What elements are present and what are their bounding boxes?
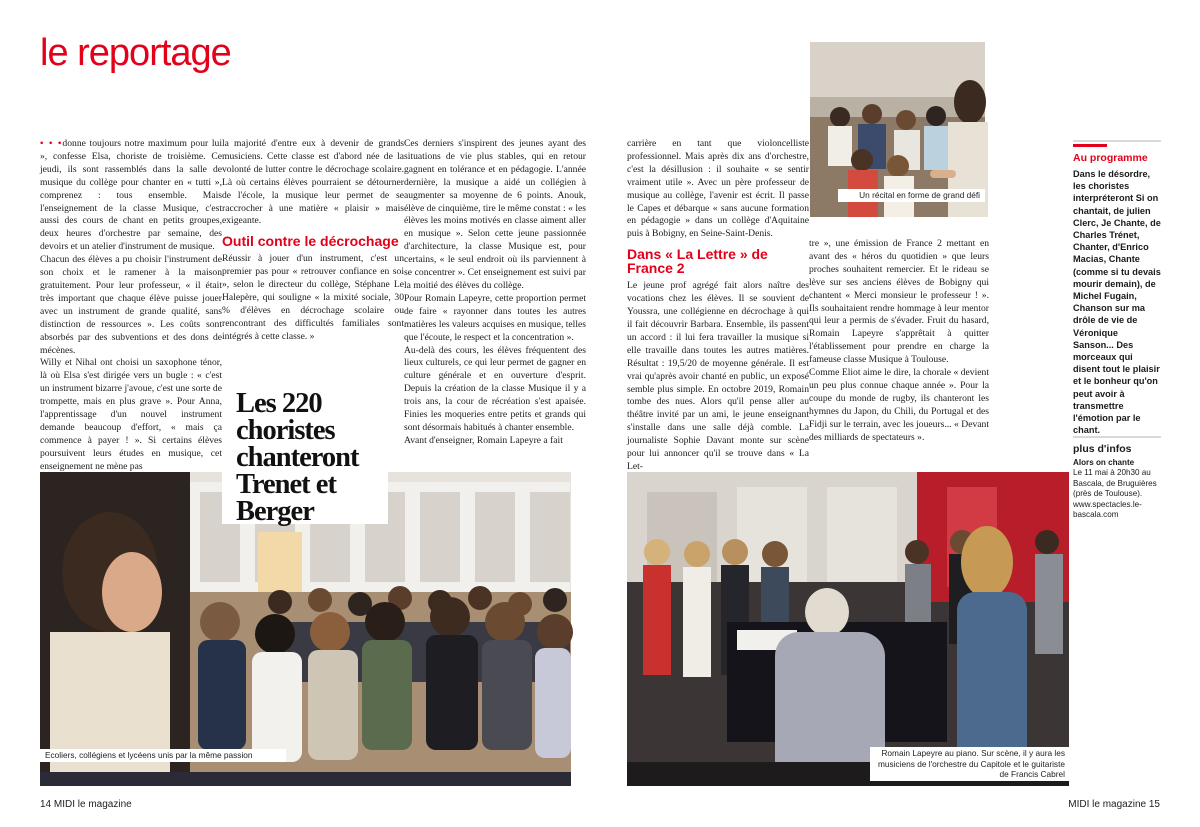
page-number-left: 14 MIDI le magazine	[40, 799, 132, 810]
divider	[1073, 140, 1161, 142]
sidebar-title: Au programme	[1073, 152, 1148, 164]
sidebar-program	[1073, 140, 1161, 436]
paragraph: Au-delà des cours, les élèves fréquentent des lieux culturels, ce qui leur permet de gagner en culture générale et en ouverture d'esprit. Depuis la création de la classe Musique il y a trois ans, la cour de récréation s'est apaisée. Finies les moqueries entre petits et grands qui sont désormais habitués à chanter ensemble.	[404, 344, 586, 433]
photo-caption: Un récital en forme de grand défi	[838, 189, 985, 202]
paragraph: Le jeune prof agrégé fait alors naître des vocations chez les élèves. Il se souvient de Youssra, une collégienne en décrochage à qui il fait découvrir Barbara. Ensemble, ils passent un accord : il lui fera travailler la musique si elle travaille dans toutes les autres matières. Résultat : 19,5/20 de moyenne générale. Il est vrai qu'après avoir chanté en public, un exposé semble plus simple. En octobre 2019, Romain tombe des nues. Alors qu'il pense aller au théâtre invité par un ami, le jeune enseignant s'installe dans une salle déjà comble. La journaliste Sophie Davant monte sur scène pour lui annoncer qu'il se trouve dans « La Let-	[627, 280, 809, 472]
sidebar-infos	[1073, 436, 1161, 520]
headline-box	[222, 384, 388, 527]
paragraph: carrière en tant que violoncelliste professionnel. Mais après dix ans d'orchestre, c'est la désillusion : il souhaite « se sentir vraiment utile ». Avec un père professeur de musique au collège, l'avenir est écrit. Il passe le Capes et débarque « sans aucune formation en pédagogie » dans un collège d'Aquitaine puis à Bobigny, en Seine-Saint-Denis.	[627, 138, 809, 240]
accent-bar	[1073, 144, 1107, 147]
page-number-right: MIDI le magazine 15	[1068, 799, 1160, 810]
info-text: Le 11 mai à 20h30 au Bascala, de Bruguières (près de Toulouse). www.spectacles.le-bascala.com	[1073, 468, 1157, 520]
sidebar-text: Dans le désordre, les choristes interpréteront Si on chantait, de julien Clerc, Je Chante, de Charles Trénet, Chanter, d'Enrico Macias, Chante (comme si tu devais mourir demain), de Michel Fugain, Chanson sur ma drôle de vie de Véronique Sanson... Des morceaux qui disent tout le plaisir et le bonheur qu'on peut avoir à transmettre l'émotion par le chant.	[1073, 169, 1161, 436]
headline: Les 220 choristes chanteront Trenet et Berger	[236, 388, 359, 527]
paragraph-text: donne toujours notre maximum pour lui », confesse Elsa, choriste de troisième. Ce jeudi, ils sont rassemblés dans la salle de musique du collège pour chanter en « tutti », comprenez : tous ensemble. Mais l'enseignement de la classe Musique, c'est aussi des cours de chant en petits groupes, deux heures d'orchestre par semaine, des devoirs et un atelier d'instrument de musique.	[40, 138, 222, 253]
article-column-5	[809, 238, 989, 468]
paragraph: Chacun des élèves a pu choisir l'instrument de son choix et le ramener à la maison gratuitement. Pour leur professeur, « il était très important que chaque élève puisse jouer avec un instrument de grande qualité, sans distinction de ressources ». Les coûts sont absorbés par des subventions et des dons de mécènes.	[40, 254, 222, 356]
paragraph	[40, 138, 222, 254]
article-column-2	[222, 138, 404, 342]
subheading: Dans « La Lettre » de France 2	[627, 246, 768, 277]
paragraph: la majorité d'entre eux à devenir de grands musiciens. Cette classe est d'abord née de la volonté de lutter contre le décrochage scolaire. Là où certains élèves pourraient se détourner de l'école, la musique leur permet de se raccrocher à une matière « plaisir » mais exigeante.	[222, 138, 404, 227]
paragraph: Avant d'enseigner, Romain Lapeyre a fait	[404, 434, 563, 446]
article-column-1	[40, 138, 222, 472]
photo-caption: Ecoliers, collégiens et lycéens unis par la même passion	[40, 749, 286, 762]
section-title: le reportage	[40, 32, 231, 74]
paragraph: Ces derniers s'inspirent des jeunes ayant des situations de vie plus stables, qui en retour gagnent en tolérance et en pédagogie. L'année dernière, la musique a aidé un collégien à augmenter sa moyenne de 6 points. Anouk, élève de cinquième, tire le même constat : « les élèves les moins motivés en classe aiment aller en musique ». Selon cette jeune passionnée d'architecture, la classe Musique est, pour certains, « le seul endroit où ils parviennent à se concentrer ». Cet enseignement est suivi par la moitié des élèves du collège.	[404, 138, 586, 291]
info-heading-text: Alors on chante	[1073, 458, 1135, 467]
article-column-4	[627, 138, 809, 472]
article-column-3	[404, 138, 586, 468]
photo-choir-piano	[627, 472, 1069, 786]
info-heading	[1073, 458, 1161, 468]
paragraph: Comme Eliot aime le dire, la chorale « devient un peu plus connue chaque année ». Pour la coupe du monde de rugby, ils chanteront les hymnes du Japon, du Chili, du Portugal et des Fidji sur le terrain, avec les joueurs... « Devant des milliards de spectateurs ».	[809, 367, 989, 443]
photo-caption: Romain Lapeyre au piano. Sur scène, il y aura les musiciens de l'orchestre du Capitole et le guitariste de Francis Cabrel	[870, 747, 1070, 781]
paragraph: Pour Romain Lapeyre, cette proportion permet de faire « rayonner dans toutes les autres matières les valeurs acquises en musique, telles que l'écoute, le respect et la concentration ».	[404, 292, 586, 343]
sidebar-title: plus d'infos	[1073, 443, 1132, 455]
paragraph: Willy et Nihal ont choisi un saxophone ténor, là où Elsa s'est dirigée vers un bugle : « c'est un instrument bizarre j'avoue, c'est une sorte de trompette, mais en plus grave ». Pour Anna, l'apprentissage d'un nouvel instrument demande beaucoup d'effort, « mais ça commence à payer ! ». Si certains élèves poursuivent leurs études en musique, cet enseignement ne mène pas	[40, 357, 222, 472]
divider	[1073, 436, 1161, 438]
lead-dots-icon: • • •	[40, 138, 63, 149]
subheading: Outil contre le décrochage	[222, 233, 399, 250]
paragraph: Réussir à jouer d'un instrument, c'est un premier pas pour « retrouver confiance en soi », selon le directeur du collège, Stéphane Le Halepère, qui souligne « la mixité sociale, 30 % d'élèves en décrochage scolaire ou rencontrant des difficultés familiales sont intégrés à cette classe. »	[222, 253, 404, 342]
paragraph: tre », une émission de France 2 mettant en avant des « héros du quotidien » que leurs proches souhaitent remercier. Et le rideau se lève sur ses anciens élèves de Bobigny qui chantent « Merci monsieur le professeur ! ». Ils souhaitaient rendre hommage à leur mentor qui leur a permis de s'évader. Fruit du hasard, Romain Lapeyre s'apprêtait à quitter l'établissement pour prendre en charge la fameuse classe Musique à Toulouse.	[809, 238, 989, 366]
